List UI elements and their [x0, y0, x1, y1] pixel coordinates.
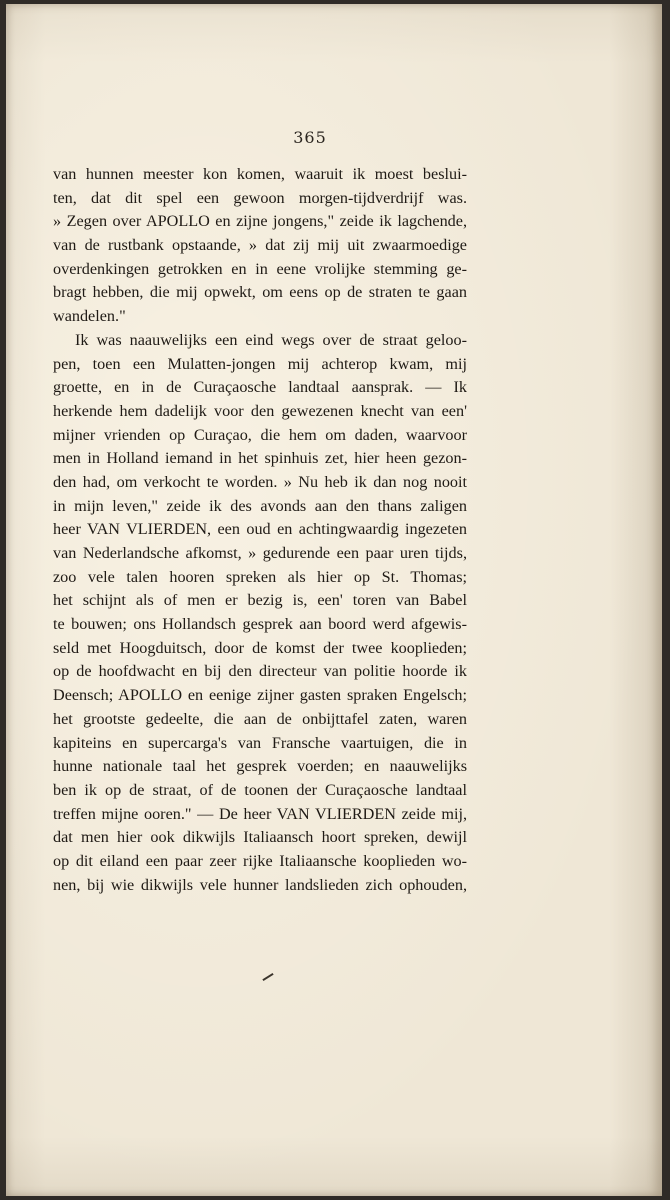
text-line: seld met Hoogduitsch, door de komst der twee kooplieden;	[53, 638, 467, 657]
text-line: Deensch; APOLLO en eenige zijner gasten spraken Engelsch;	[53, 686, 467, 705]
ink-mark	[262, 973, 273, 981]
text-line: zoo vele talen hooren spreken als hier op St. Thomas;	[53, 567, 467, 586]
text-line: in mijn leven," zeide ik des avonds aan den thans zaligen	[53, 496, 467, 515]
text-line: Ik was naauwelijks een eind wegs over de straat geloo-	[75, 330, 467, 349]
text-line: van Nederlandsche afkomst, » gedurende een paar uren tijds,	[53, 544, 467, 562]
text-line: mijner vrienden op Curaçao, die hem om daden, waarvoor	[53, 425, 467, 444]
page-number: 365	[293, 128, 327, 147]
text-line: nen, bij wie dikwijls vele hunner landslieden zich ophouden,	[53, 875, 467, 894]
text-line: dat men hier ook dikwijls Italiaansch hoort spreken, dewijl	[53, 828, 467, 847]
text-line: van de rustbank opstaande, » dat zij mij uit zwaarmoedige	[53, 236, 467, 255]
book-page	[6, 4, 662, 1196]
text-line: te bouwen; ons Hollandsch gesprek aan boord werd afgewis-	[53, 615, 467, 634]
text-line: het schijnt als of men er bezig is, een' toren van Babel	[53, 591, 467, 610]
text-line: hunne nationale taal het gesprek voerden; en naauwelijks	[53, 757, 467, 776]
text-line: den had, om verkocht te worden. » Nu heb ik dan nog nooit	[53, 472, 467, 491]
text-line: heer VAN VLIERDEN, een oud en achtingwaardig ingezeten	[53, 520, 467, 539]
text-line: kapiteins en supercarga's van Fransche vaartuigen, die in	[53, 733, 467, 752]
text-line: ben ik op de straat, of de toonen der Curaçaosche landtaal	[53, 780, 467, 799]
text-line: herkende hem dadelijk voor den gewezenen knecht van een'	[53, 401, 467, 420]
text-line: pen, toen een Mulatten-jongen mij achterop kwam, mij	[53, 354, 467, 373]
text-line: treffen mijne ooren." — De heer VAN VLIERDEN zeide mij,	[53, 804, 467, 823]
body-text	[53, 163, 467, 897]
text-line: op dit eiland een paar zeer rijke Italiaansche kooplieden wo-	[53, 851, 467, 870]
text-line: wandelen."	[53, 307, 126, 326]
text-line: groette, en in de Curaçaosche landtaal aansprak. — Ik	[53, 378, 467, 397]
text-line: van hunnen meester kon komen, waaruit ik moest beslui-	[53, 165, 467, 183]
text-line: men in Holland iemand in het spinhuis zet, hier heen gezon-	[53, 449, 467, 468]
text-line: » Zegen over APOLLO en zijne jongens," zeide ik lagchende,	[53, 212, 467, 231]
text-line: op de hoofdwacht en bij den directeur van politie hoorde ik	[53, 662, 467, 681]
text-line: het grootste gedeelte, die aan de onbijttafel zaten, waren	[53, 709, 467, 728]
text-line: bragt hebben, die mij opwekt, om eens op de straten te gaan	[53, 283, 467, 302]
text-line: overdenkingen getrokken en in eene vrolijke stemming ge-	[53, 259, 467, 278]
text-line: ten, dat dit spel een gewoon morgen-tijdverdrijf was.	[53, 188, 467, 207]
